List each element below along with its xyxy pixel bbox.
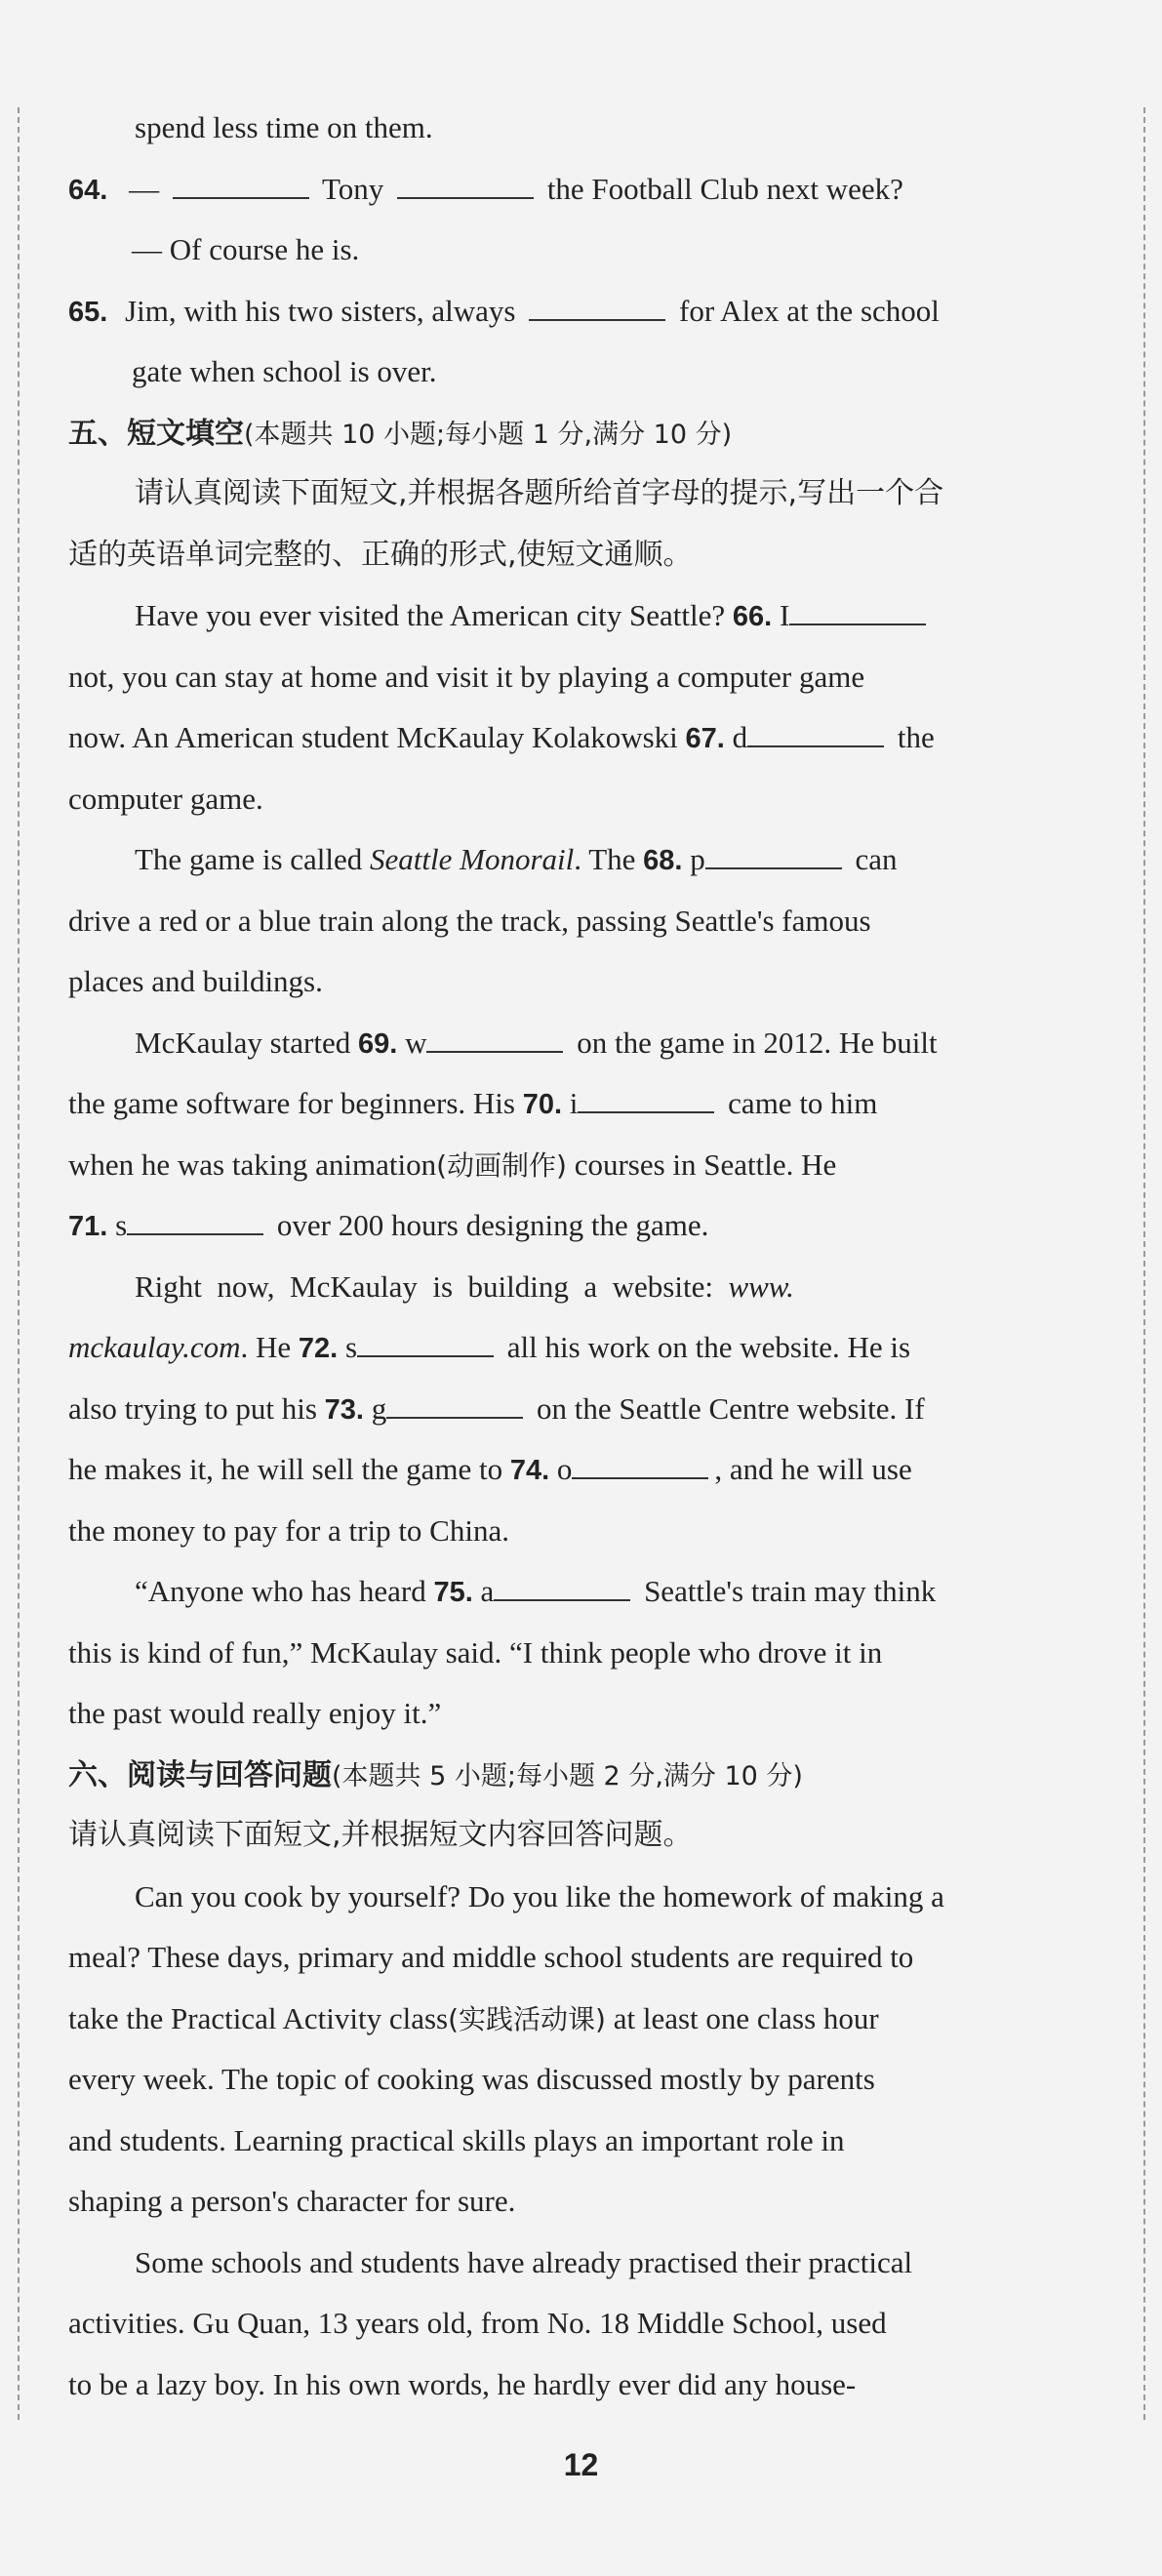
text: The game is called [135, 842, 363, 876]
passage-line [68, 891, 1102, 952]
text: — [129, 171, 160, 206]
text: courses in Seattle. He [574, 1147, 837, 1182]
passage-line [68, 2171, 1102, 2233]
text: Jim, with his two sisters, always [125, 293, 516, 328]
text: all his work on the website. He is [506, 1330, 911, 1364]
text: every week. The topic of cooking was discussed mostly by parents [68, 2062, 875, 2096]
answer-blank[interactable] [578, 1086, 714, 1113]
question-65 [68, 281, 1102, 342]
question-number: 67. [685, 723, 725, 754]
text: . He [240, 1330, 292, 1364]
chinese-gloss: (动画制作) [436, 1148, 567, 1182]
passage-line [68, 951, 1102, 1013]
text: the game software for beginners. His [68, 1086, 515, 1120]
instruction-text: 适的英语单词完整的、正确的形式,使短文通顺。 [68, 537, 693, 572]
answer-blank[interactable] [173, 172, 309, 199]
page-number: 12 [563, 2447, 599, 2482]
question-64 [68, 159, 1102, 221]
instruction-line [68, 1805, 1102, 1867]
question-number: 73. [324, 1393, 364, 1426]
passage-line [68, 1257, 1102, 1318]
text: Right now, McKaulay is building a website: [135, 1268, 713, 1304]
answer-blank[interactable] [357, 1330, 494, 1357]
answer-blank[interactable] [426, 1026, 563, 1053]
text: at least one class hour [613, 2000, 879, 2035]
chinese-gloss: (实践活动课) [448, 2002, 606, 2035]
hint-letter: p [690, 842, 705, 876]
passage-line [68, 647, 1102, 708]
text: the Football Club next week? [546, 171, 903, 206]
passage-line [68, 2049, 1102, 2111]
text: places and buildings. [68, 964, 323, 998]
passage-line [68, 707, 1102, 769]
answer-blank[interactable] [789, 598, 926, 625]
text: when he was taking animation [68, 1147, 437, 1182]
section-note: (本题共 5 小题;每小题 2 分,满分 10 分) [332, 1760, 803, 1791]
section-note: (本题共 10 小题;每小题 1 分,满分 10 分) [244, 419, 733, 450]
passage-line [68, 1683, 1102, 1745]
text: McKaulay started [135, 1025, 351, 1060]
passage-line [68, 2233, 1102, 2294]
answer-blank[interactable] [397, 172, 534, 199]
instruction-text: 请认真阅读下面短文,并根据各题所给首字母的提示,写出一个合 [135, 476, 944, 510]
text: , and he will use [714, 1452, 912, 1486]
text: and students. Learning practical skills plays an important role in [68, 2122, 845, 2157]
question-number: 72. [298, 1333, 339, 1364]
hint-letter: o [556, 1452, 573, 1486]
passage-line [68, 829, 1102, 891]
hint-letter: d [732, 720, 748, 754]
answer-text: — Of course he is. [132, 232, 360, 266]
instruction-line [68, 525, 1102, 586]
text: on the game in 2012. He built [577, 1025, 938, 1060]
text: take the Practical Activity class [68, 2000, 449, 2035]
answer-blank[interactable] [529, 294, 665, 321]
hint-letter: I [779, 598, 790, 632]
text-line [68, 342, 1102, 403]
website-url: www. [728, 1268, 794, 1304]
text: Can you cook by yourself? Do you like the homework of making a [135, 1878, 944, 1913]
text: on the Seattle Centre website. If [536, 1390, 925, 1426]
passage-line [68, 1989, 1102, 2050]
question-number: 68. [643, 845, 683, 876]
text: drive a red or a blue train along the track, passing Seattle's famous [68, 903, 871, 938]
passage-line [68, 2293, 1102, 2355]
text: spend less time on them. [135, 110, 433, 144]
question-number: 69. [357, 1027, 398, 1060]
answer-blank[interactable] [572, 1452, 708, 1479]
game-title: Seattle Monorail [370, 842, 575, 876]
hint-letter: s [344, 1330, 358, 1364]
passage-line [68, 769, 1102, 830]
passage-line [68, 1867, 1102, 1928]
text: . The [574, 842, 636, 876]
question-number: 75. [433, 1577, 473, 1608]
instruction-line [68, 463, 1102, 525]
text: to be a lazy boy. In his own words, he hardly ever did any house- [68, 2366, 857, 2401]
text: activities. Gu Quan, 13 years old, from No. 18 Middle School, used [68, 2306, 887, 2340]
passage-line [68, 2111, 1102, 2172]
text: over 200 hours designing the game. [276, 1208, 709, 1242]
text: he makes it, he will sell the game to [68, 1452, 503, 1486]
question-number: 74. [509, 1455, 550, 1486]
page-content [68, 98, 1102, 2415]
passage-line [68, 1317, 1102, 1379]
text: Tony [322, 171, 384, 206]
answer-blank[interactable] [386, 1391, 523, 1419]
answer-blank[interactable] [747, 720, 884, 747]
website-url: mckaulay.com [68, 1330, 241, 1364]
passage-line [68, 1013, 1102, 1074]
text: “Anyone who has heard [135, 1574, 426, 1608]
section-6-heading [68, 1745, 1102, 1806]
passage-line [68, 1623, 1102, 1684]
text: now. An American student McKaulay Kolakowski [68, 720, 678, 754]
text: the money to pay for a trip to China. [68, 1512, 509, 1548]
text: the past would really enjoy it.” [68, 1696, 442, 1730]
text: shaping a person's character for sure. [68, 2184, 516, 2218]
left-margin-line [18, 107, 20, 2420]
text: Seattle's train may think [644, 1574, 937, 1608]
text: also trying to put his [68, 1390, 317, 1426]
question-number: 70. [522, 1089, 563, 1120]
text: for Alex at the school [679, 293, 940, 328]
answer-blank[interactable] [494, 1574, 630, 1601]
passage-line [68, 1561, 1102, 1623]
passage-line [68, 1379, 1102, 1440]
question-number: 65. [68, 296, 108, 328]
hint-letter: s [115, 1208, 128, 1242]
passage-line [68, 585, 1102, 647]
hint-letter: g [371, 1390, 387, 1426]
passage-line [68, 1501, 1102, 1562]
section-title: 五、短文填空 [68, 416, 244, 451]
text: came to him [728, 1086, 878, 1120]
passage-line [68, 1073, 1102, 1135]
question-number: 66. [732, 601, 773, 632]
answer-blank[interactable] [127, 1208, 263, 1235]
question-number: 71. [68, 1211, 108, 1242]
passage-line [68, 1195, 1102, 1257]
question-number: 64. [68, 174, 108, 206]
hint-letter: a [480, 1574, 495, 1608]
instruction-text: 请认真阅读下面短文,并根据短文内容回答问题。 [68, 1818, 693, 1852]
text: not, you can stay at home and visit it by playing a computer game [68, 659, 865, 694]
text: Some schools and students have already practised their practical [135, 2244, 913, 2279]
passage-line [68, 2355, 1102, 2416]
text: meal? These days, primary and middle school students are required to [68, 1940, 914, 1974]
passage-line [68, 1135, 1102, 1196]
answer-blank[interactable] [705, 842, 842, 869]
text: Have you ever visited the American city Seattle? [135, 598, 726, 632]
hint-letter: w [405, 1025, 427, 1060]
text-line [68, 220, 1102, 281]
text: can [855, 842, 898, 876]
text: this is kind of fun,” McKaulay said. “I think people who drove it in [68, 1634, 883, 1670]
passage-line [68, 1927, 1102, 1989]
section-5-heading [68, 403, 1102, 464]
passage-line [68, 1439, 1102, 1501]
text: the [897, 720, 935, 754]
section-title: 六、阅读与回答问题 [68, 1757, 332, 1792]
right-margin-line [1143, 107, 1145, 2420]
text: computer game. [68, 781, 263, 816]
text-line [68, 98, 1102, 159]
hint-letter: i [569, 1086, 579, 1120]
text: gate when school is over. [132, 354, 437, 388]
